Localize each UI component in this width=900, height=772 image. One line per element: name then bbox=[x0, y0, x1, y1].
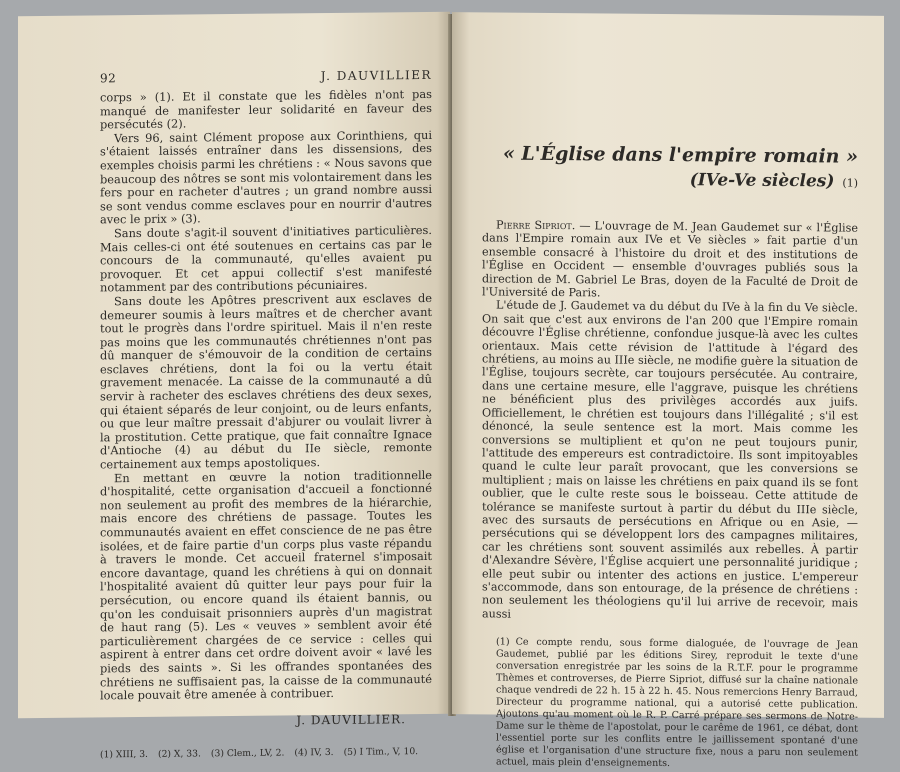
footnote: (3) Clem., LV, 2. bbox=[210, 747, 285, 759]
right-body-text bbox=[482, 218, 858, 623]
paragraph: corps » (1). Et il constate que les fidèles n'ont pas manqué de manifester leur solidarité en faveur des persécutés (2). bbox=[100, 86, 432, 132]
title-footnote-ref: (1) bbox=[842, 176, 858, 190]
footnote-text: Ce compte rendu, sous forme dialoguée, de l'ouvrage de Jean Gaudemet, publié par les éditions Sirey, reproduit le texte d'une conversation enregistrée par les soins de la R.T.F. pour le programme Thèmes et controverses, de Pierre Sipriot, diffusé sur la chaîne nationale chaque vendredi de 22 h. 15 à 22 h. 45. Nous remercions Henry Barraud, Directeur du programme national, qui a autorisé cette publication. Ajoutons qu'au moment où le R. P. Carré prépare ses sermons de Notre-Dame sur le thème de l'apostolat, pour le carême de 1961, ce débat, dont l'essentiel porte sur les conflits entre le jaillissement spontané d'une église et l'organisation d'une structure fixe, nous a paru non seulement actuel, mais plein d'enseignements. bbox=[496, 636, 858, 770]
paragraph-text: — L'ouvrage de M. Jean Gaudemet sur « l'Église dans l'Empire romain aux IVe et Ve siècles » fait partie d'un ensemble consacré à l'histoire du droit et des institutions de l'Église en Occident — ensemble d'ouvrages publiés sous la direction de M. Gabriel Le Bras, doyen de la Faculté de Droit de l'Université de Paris. bbox=[482, 219, 858, 300]
page-header bbox=[100, 68, 432, 85]
footnote: (1) XIII, 3. bbox=[100, 748, 148, 761]
footnote bbox=[482, 637, 858, 772]
subtitle-text: (IVe-Ve siècles) bbox=[689, 170, 835, 192]
paragraph: Vers 96, saint Clément propose aux Corinthiens, qui s'étaient laissés entraîner dans les dissensions, des exemples choisis parmi les chrétiens : « Nous savons que beaucoup des nôtres se sont mis volontairement dans les fers pour en racheter d'autres ; un grand nombre aussi se sont vendus comme esclaves pour en nourrir d'autres avec le prix » (3). bbox=[100, 127, 432, 227]
left-body-text bbox=[100, 88, 432, 703]
left-page bbox=[18, 12, 450, 761]
paragraph bbox=[482, 218, 858, 302]
article-title: « L'Église dans l'empire romain » bbox=[502, 142, 858, 168]
author-signature: J. DAUVILLIER. bbox=[296, 711, 406, 728]
footnote: (4) IV, 3. bbox=[294, 746, 334, 759]
article-subtitle bbox=[482, 168, 858, 191]
paragraph: En mettant en œuvre la notion traditionnelle d'hospitalité, cette organisation d'accueil a fonctionné non seulement au profit des membres de la hiérarchie, mais encore des chrétiens de passage. Toutes les communautés avaient en effet conscience de ne pas être isolées, et de faire partie d'un corps plus vaste répandu à travers le monde. Cet accueil fraternel s'imposait encore davantage, quand les chrétiens à qui on donnait l'hospitalité avaient dû quitter leur pays pour fuir la persécution, ou encore quand ils étaient bannis, ou qu'on les conduisait prisonniers auprès d'un magistrat de haut rang (5). Les « veuves » semblent avoir été particulièrement chargées de ce service : celles qui aspirent à entrer dans cet ordre doivent avoir « lavé les pieds des saints ». Si les offrandes spontanées des chrétiens ne suffisaient pas, la caisse de la communauté locale pouvait être amenée à contribuer. bbox=[100, 467, 432, 703]
footnote: (2) X, 33. bbox=[157, 748, 201, 760]
paragraph: Sans doute s'agit-il souvent d'initiatives particulières. Mais celles-ci ont été soutenues en certains cas par le concours de la communauté, qu'elles avaient pu provoquer. Et cet appui collectif s'est manifesté notamment par des contributions pécuniaires. bbox=[100, 222, 432, 295]
paragraph: Sans doute les Apôtres prescrivent aux esclaves de demeurer soumis à leurs maîtres et de chercher avant tout le progrès dans l'ordre spirituel. Mais il n'en reste pas moins que les communautés chrétiennes n'ont pas dû manquer de s'émouvoir de la condition de certains esclaves chrétiens, dont la foi ou la vertu était gravement menacée. La caisse de la communauté a dû servir à racheter des esclaves chrétiens des deux sexes, qui étaient séparés de leur conjoint, ou de leurs enfants, ou que leur maître pressait d'abjurer ou voulait livrer à la prostitution. Cette pratique, que fait connaître Ignace d'Antioche (4) au début du IIe siècle, remonte certainement aux temps apostoliques. bbox=[100, 290, 432, 472]
speaker-name: Pierre Sipriot. bbox=[496, 218, 576, 233]
running-head: J. DAUVILLIER bbox=[320, 67, 432, 84]
footnote-number: (1) bbox=[496, 636, 510, 648]
footnotes bbox=[100, 746, 432, 760]
paragraph: L'étude de J. Gaudemet va du début du IVe à la fin du Ve siècle. On sait que c'est aux environs de l'an 200 que l'Empire romain découvre l'Église chrétienne, confondue jusque-là avec les cultes orientaux. Mais cette révision de l'attitude à l'égard des chrétiens, au moins au IIIe siècle, ne modifie guère la situation de l'Église, toujours secrète, car toujours persécutée. Au contraire, dans une certaine mesure, elle l'aggrave, puisque les chrétiens ne bénéficient plus des privilèges accordés aux juifs. Officiellement, le chrétien est toujours dans l'illégalité ; s'il est dénoncé, la seule sentence est la mort. Mais comme les conversions se multiplient et qu'on ne peut toujours punir, l'attitude des empereurs est contradictoire. Ils sont impitoyables quand le culte leur paraît provocant, que les conversions se multiplient ; mais on laisse les chrétiens en paix quand ils se font oublier, que le culte reste sous le boisseau. Cette attitude de tolérance se manifeste surtout à partir du début du IIIe siècle, avec des sursauts de persécutions en Afrique ou en Asie, — persécutions qui se développent lors des campagnes militaires, car les chrétiens sont souvent assimilés aux rebelles. À partir d'Alexandre Sévère, l'Église acquiert une personnalité juridique ; elle peut subir ou intenter des actions en justice. L'empereur s'accommode, dans son entourage, de la présence de chrétiens : non seulement les théologiens qu'il lui arrive de recevoir, mais aussi bbox=[482, 298, 858, 621]
right-page bbox=[452, 12, 884, 770]
page-number: 92 bbox=[100, 71, 117, 86]
footnote: (5) I Tim., V, 10. bbox=[343, 745, 419, 758]
book-spread bbox=[18, 14, 884, 770]
